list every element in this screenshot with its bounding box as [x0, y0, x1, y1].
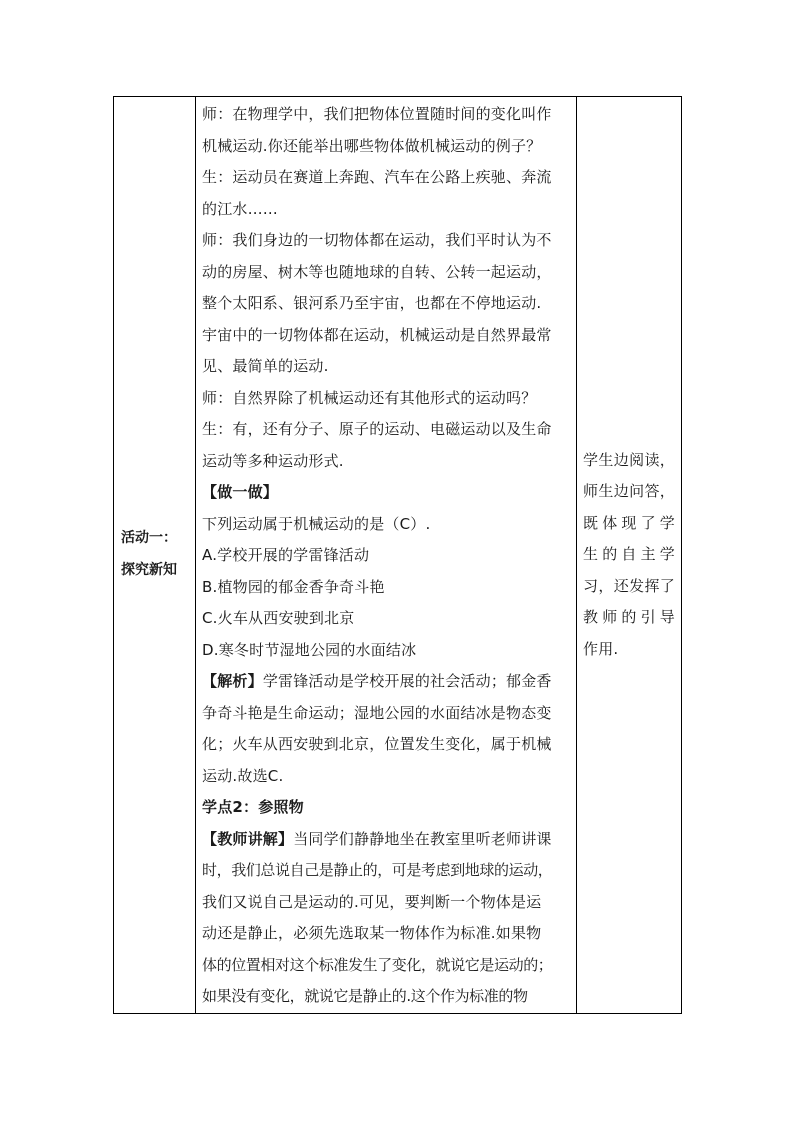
- content-line: 动的房屋、树木等也随地球的自转、公转一起运动，: [202, 262, 552, 281]
- lesson-plan-table: [113, 96, 682, 1014]
- content-line: 师：自然界除了机械运动还有其他形式的运动吗？: [202, 388, 537, 407]
- content-line: 生：有，还有分子、原子的运动、电磁运动以及生命: [202, 420, 552, 438]
- content-line: 运动.故选C.: [202, 766, 284, 785]
- side-note-line: 作用.: [583, 639, 619, 658]
- side-note-line: 既体现了学: [583, 513, 675, 532]
- content-line: 学点2：参照物: [202, 798, 304, 816]
- content-line: 如果没有变化，就说它是静止的.这个作为标准的物: [202, 987, 528, 1005]
- content-line: 我们又说自己是运动的.可见，要判断一个物体是运: [202, 892, 542, 911]
- side-note-text: [577, 445, 681, 666]
- content-line: 机械运动.你还能举出哪些物体做机械运动的例子？: [202, 136, 542, 155]
- content-line: 运动等多种运动形式.: [202, 451, 344, 470]
- table-row: [114, 97, 682, 1014]
- content-line: 化；火车从西安驶到北京，位置发生变化，属于机械: [202, 735, 552, 753]
- content-line: [202, 824, 571, 856]
- content-line: B.植物园的郁金香争奇斗艳: [202, 577, 385, 596]
- activity-label-cell: [114, 97, 196, 1014]
- content-line: 时，我们总说自己是静止的，可是考虑到地球的运动，: [202, 861, 553, 879]
- content-line: 【做一做】: [202, 483, 279, 501]
- content-text: [196, 97, 576, 1013]
- content-line: 师：我们身边的一切物体都在运动，我们平时认为不: [202, 231, 552, 249]
- activity-label-line-1: 活动一：: [121, 530, 177, 547]
- bold-heading-prefix: 【教师讲解】: [202, 829, 294, 848]
- side-note-line: 习，还发挥了: [583, 576, 675, 595]
- side-note-line: 教师的引导: [583, 608, 675, 626]
- content-line: 生：运动员在赛道上奔跑、汽车在公路上疾驰、奔流: [202, 168, 552, 186]
- content-line: [202, 666, 571, 698]
- side-note-line: 师生边问答，: [583, 482, 675, 500]
- content-line: 下列运动属于机械运动的是（C）.: [202, 514, 431, 533]
- content-line: 整个太阳系、银河系乃至宇宙，也都在不停地运动.: [202, 294, 542, 312]
- content-line: A.学校开展的学雷锋活动: [202, 546, 370, 564]
- bold-heading-prefix: 【解析】: [202, 672, 263, 690]
- content-line: 争奇斗艳是生命运动；湿地公园的水面结冰是物态变: [202, 703, 552, 722]
- side-note-line: 学生边阅读，: [583, 450, 675, 469]
- content-line: C.火车从西安驶到北京: [202, 609, 355, 627]
- content-line: 宇宙中的一切物体都在运动，机械运动是自然界最常: [202, 325, 552, 344]
- content-cell: [196, 97, 577, 1014]
- content-line: 的江水……: [202, 199, 279, 218]
- side-note-cell: [577, 97, 682, 1014]
- content-line: 师：在物理学中，我们把物体位置随时间的变化叫作: [202, 105, 552, 123]
- content-line: 见、最简单的运动.: [202, 357, 329, 375]
- line-text: 当同学们静静地坐在教室里听老师讲课: [293, 829, 552, 848]
- content-line: 体的位置相对这个标准发生了变化，就说它是运动的；: [202, 955, 553, 974]
- content-line: 动还是静止，必须先选取某一物体作为标准.如果物: [202, 924, 542, 942]
- content-line: D.寒冬时节湿地公园的水面结冰: [202, 640, 417, 659]
- activity-label-line-2: 探究新知: [121, 561, 177, 578]
- side-note-line: 生的自主学: [583, 545, 675, 563]
- line-text: 学雷锋活动是学校开展的社会活动；郁金香: [262, 672, 552, 690]
